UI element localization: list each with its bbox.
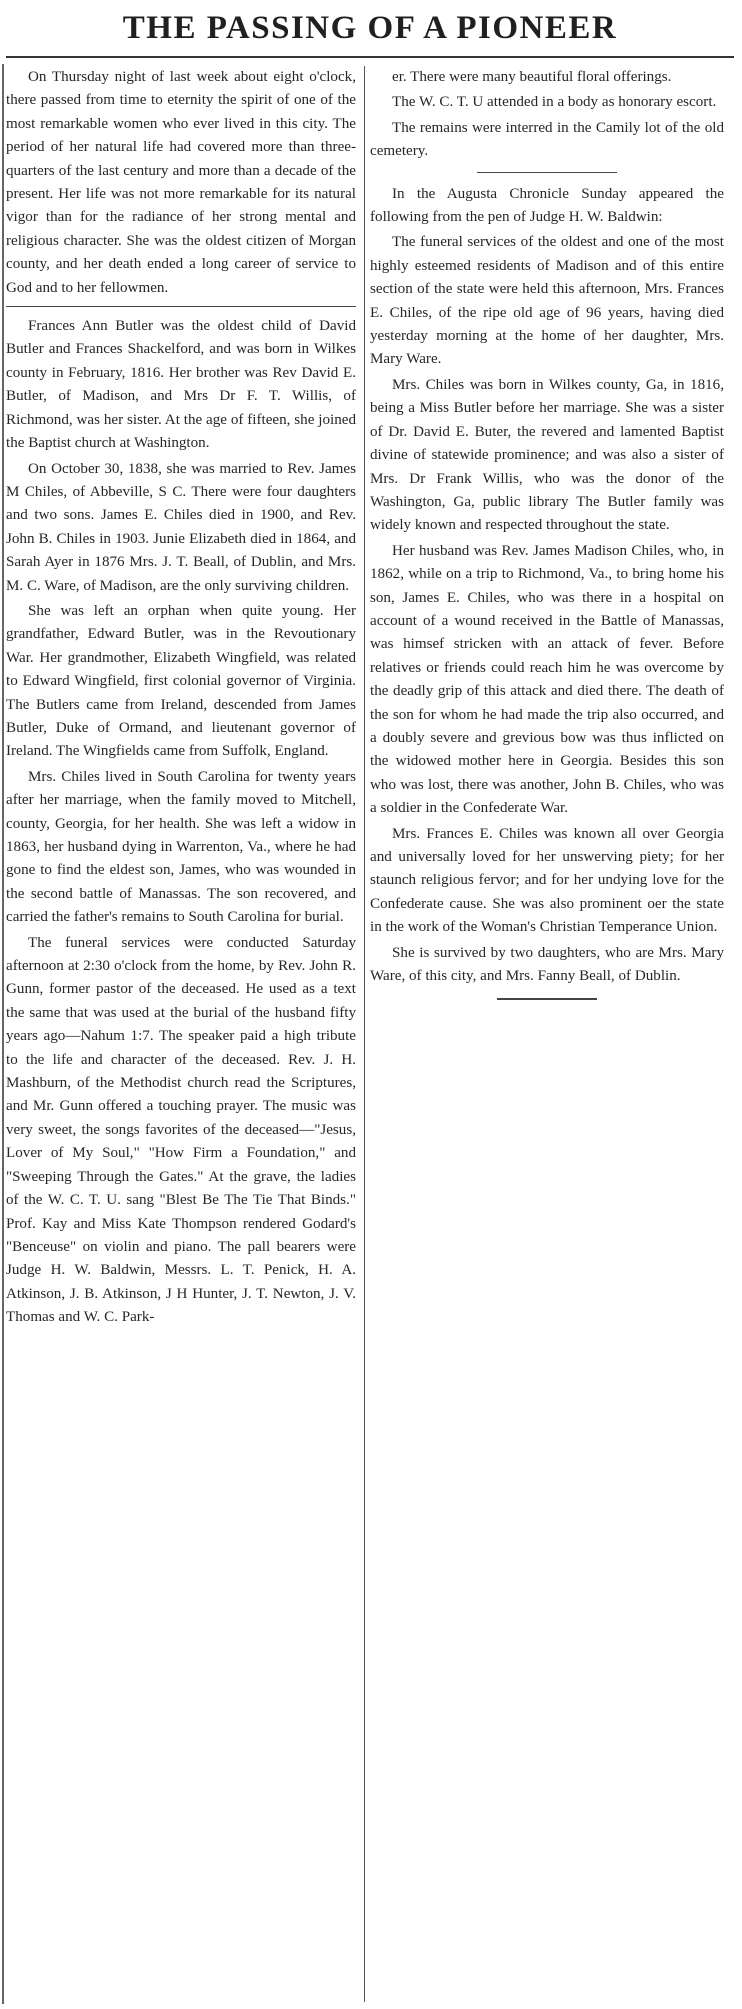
divider: [477, 172, 617, 173]
left-column: [6, 66, 365, 2002]
paragraph: er. There were many beautiful floral offerings.: [392, 69, 672, 85]
paragraph: On Thursday night of last week about eight o'clock, there passed from time to eternity the spirit of one of the most remarkable women who ever lived in this city. The period of her natural life had covered more than three-quarters of the last century and more than a decade of the present. Her life was not more remarkable for its natural vigor than for the radiance of her strong mental and religious character. She was the oldest citizen of Morgan county, and her death ended a long career of service to God and to her fellowmen.: [6, 69, 356, 296]
headline-bar: [6, 0, 734, 58]
divider: [6, 306, 356, 307]
paragraph: The W. C. T. U attended in a body as honorary escort.: [392, 94, 717, 111]
paragraph: The funeral services were conducted Saturday afternoon at 2:30 o'clock from the home, by Rev. John R. Gunn, former pastor of the deceased. He used as a text the same that was used at the burial of the husband fifty years ago—Nahum 1:7. The speaker paid a high tribute to the life and character of the deceased. Rev. J. H. Mashburn, of the Methodist church read the Scriptures, and Mr. Gunn offered a touching prayer. The music was very sweet, the songs favorites of the deceased—"Jesus, Lover of My Soul," "How Firm a Foundation," and "Sweeping Through the Gates." At the grave, the ladies of the W. C. T. U. sang "Blest Be The Tie That Binds." Prof. Kay and Miss Kate Thompson rendered Godard's "Benceuse" on violin and piano. The pall bearers were Judge H. W. Baldwin, Messrs. L. T. Penick, H. A. Atkinson, J. B. Atkinson, J H Hunter, J. T. Newton, J. V. Thomas and W. C. Park-: [6, 934, 356, 1326]
paragraph: The funeral services of the oldest and one of the most highly esteemed residents of Madison and of this entire section of the state were held this afternoon, Mrs. Frances E. Chiles, of the ripe old age of 96 years, having died yesterday morning at the home of her daughter, Mrs. Mary Ware.: [370, 234, 724, 368]
paragraph: On October 30, 1838, she was married to Rev. James M Chiles, of Abbeville, S C. There were four daughters and two sons. James E. Chiles died in 1900, and Rev. John B. Chiles in 1903. Junie Elizabeth died in 1864, and Sarah Ayer in 1876 Mrs. J. T. Beall, of Dublin, and Mrs. M. C. Ware, of Madison, are the only surviving children.: [6, 460, 356, 594]
right-column: [370, 66, 724, 1000]
paragraph: She is survived by two daughters, who are Mrs. Mary Ware, of this city, and Mrs. Fanny Beall, of Dublin.: [370, 944, 724, 985]
paragraph: Her husband was Rev. James Madison Chiles, who, in 1862, while on a trip to Richmond, Va., to bring home his son, James E. Chiles, who was there in a hospital on account of a wound received in the Battle of Manassas, was himsef stricken with an attack of fever. Before relatives or friends could reach him he was overcome by the deadly grip of this attack and died there. The death of the son for whom he had made the trip also occurred, and a doubly severe and grevious bow was thus inflicted on the widowed mother here in Georgia. Besides this son who was lost, there was another, John B. Chiles, who was a soldier in the Confederate War.: [370, 542, 724, 817]
paragraph: She was left an orphan when quite young. Her grandfather, Edward Butler, was in the Revoutionary War. Her grandmother, Elizabeth Wingfield, was related to Edward Wingfield, first colonial governor of Virginia. The Butlers came from Ireland, descended from James Butler, Duke of Ormand, and lieutenant governor of Ireland. The Wingfields came from Suffolk, England.: [6, 602, 356, 760]
paragraph: Frances Ann Butler was the oldest child of David Butler and Frances Shackelford, and was born in Wilkes county in February, 1816. Her brother was Rev David E. Butler, of Madison, and Mrs Dr F. T. Willis, of Richmond, was her sister. At the age of fifteen, she joined the Baptist church at Washington.: [6, 318, 356, 452]
end-rule: [497, 998, 597, 1000]
paragraph: Mrs. Chiles lived in South Carolina for twenty years after her marriage, when the family moved to Mitchell, county, Georgia, for her health. She was left a widow in 1863, her husband dying in Warrenton, Va., where he had gone to find the eldest son, James, who was wounded in the second battle of Manassas. The son recovered, and carried the father's remains to South Carolina for burial.: [6, 768, 356, 926]
headline: THE PASSING OF A PIONEER: [122, 9, 618, 46]
column-frame-rule: [2, 64, 4, 2004]
paragraph: Mrs. Chiles was born in Wilkes county, Ga, in 1816, being a Miss Butler before her marriage. She was a sister of Dr. David E. Buter, the revered and lamented Baptist divine of statewide prominence; and was also a sister of Mrs. Dr Frank Willis, who was the donor of the Washington, Ga, public library The Butler family was widely known and respected throughout the state.: [370, 376, 724, 534]
paragraph: Mrs. Frances E. Chiles was known all over Georgia and universally loved for her unswerving piety; for her staunch religious fervor; and for her undying love for the Confederate cause. She was also prominent oer the state in the work of the Woman's Christian Temperance Union.: [370, 825, 724, 936]
paragraph: The remains were interred in the Camily lot of the old cemetery.: [370, 119, 724, 160]
paragraph: In the Augusta Chronicle Sunday appeared the following from the pen of Judge H. W. Baldwin:: [370, 185, 724, 226]
